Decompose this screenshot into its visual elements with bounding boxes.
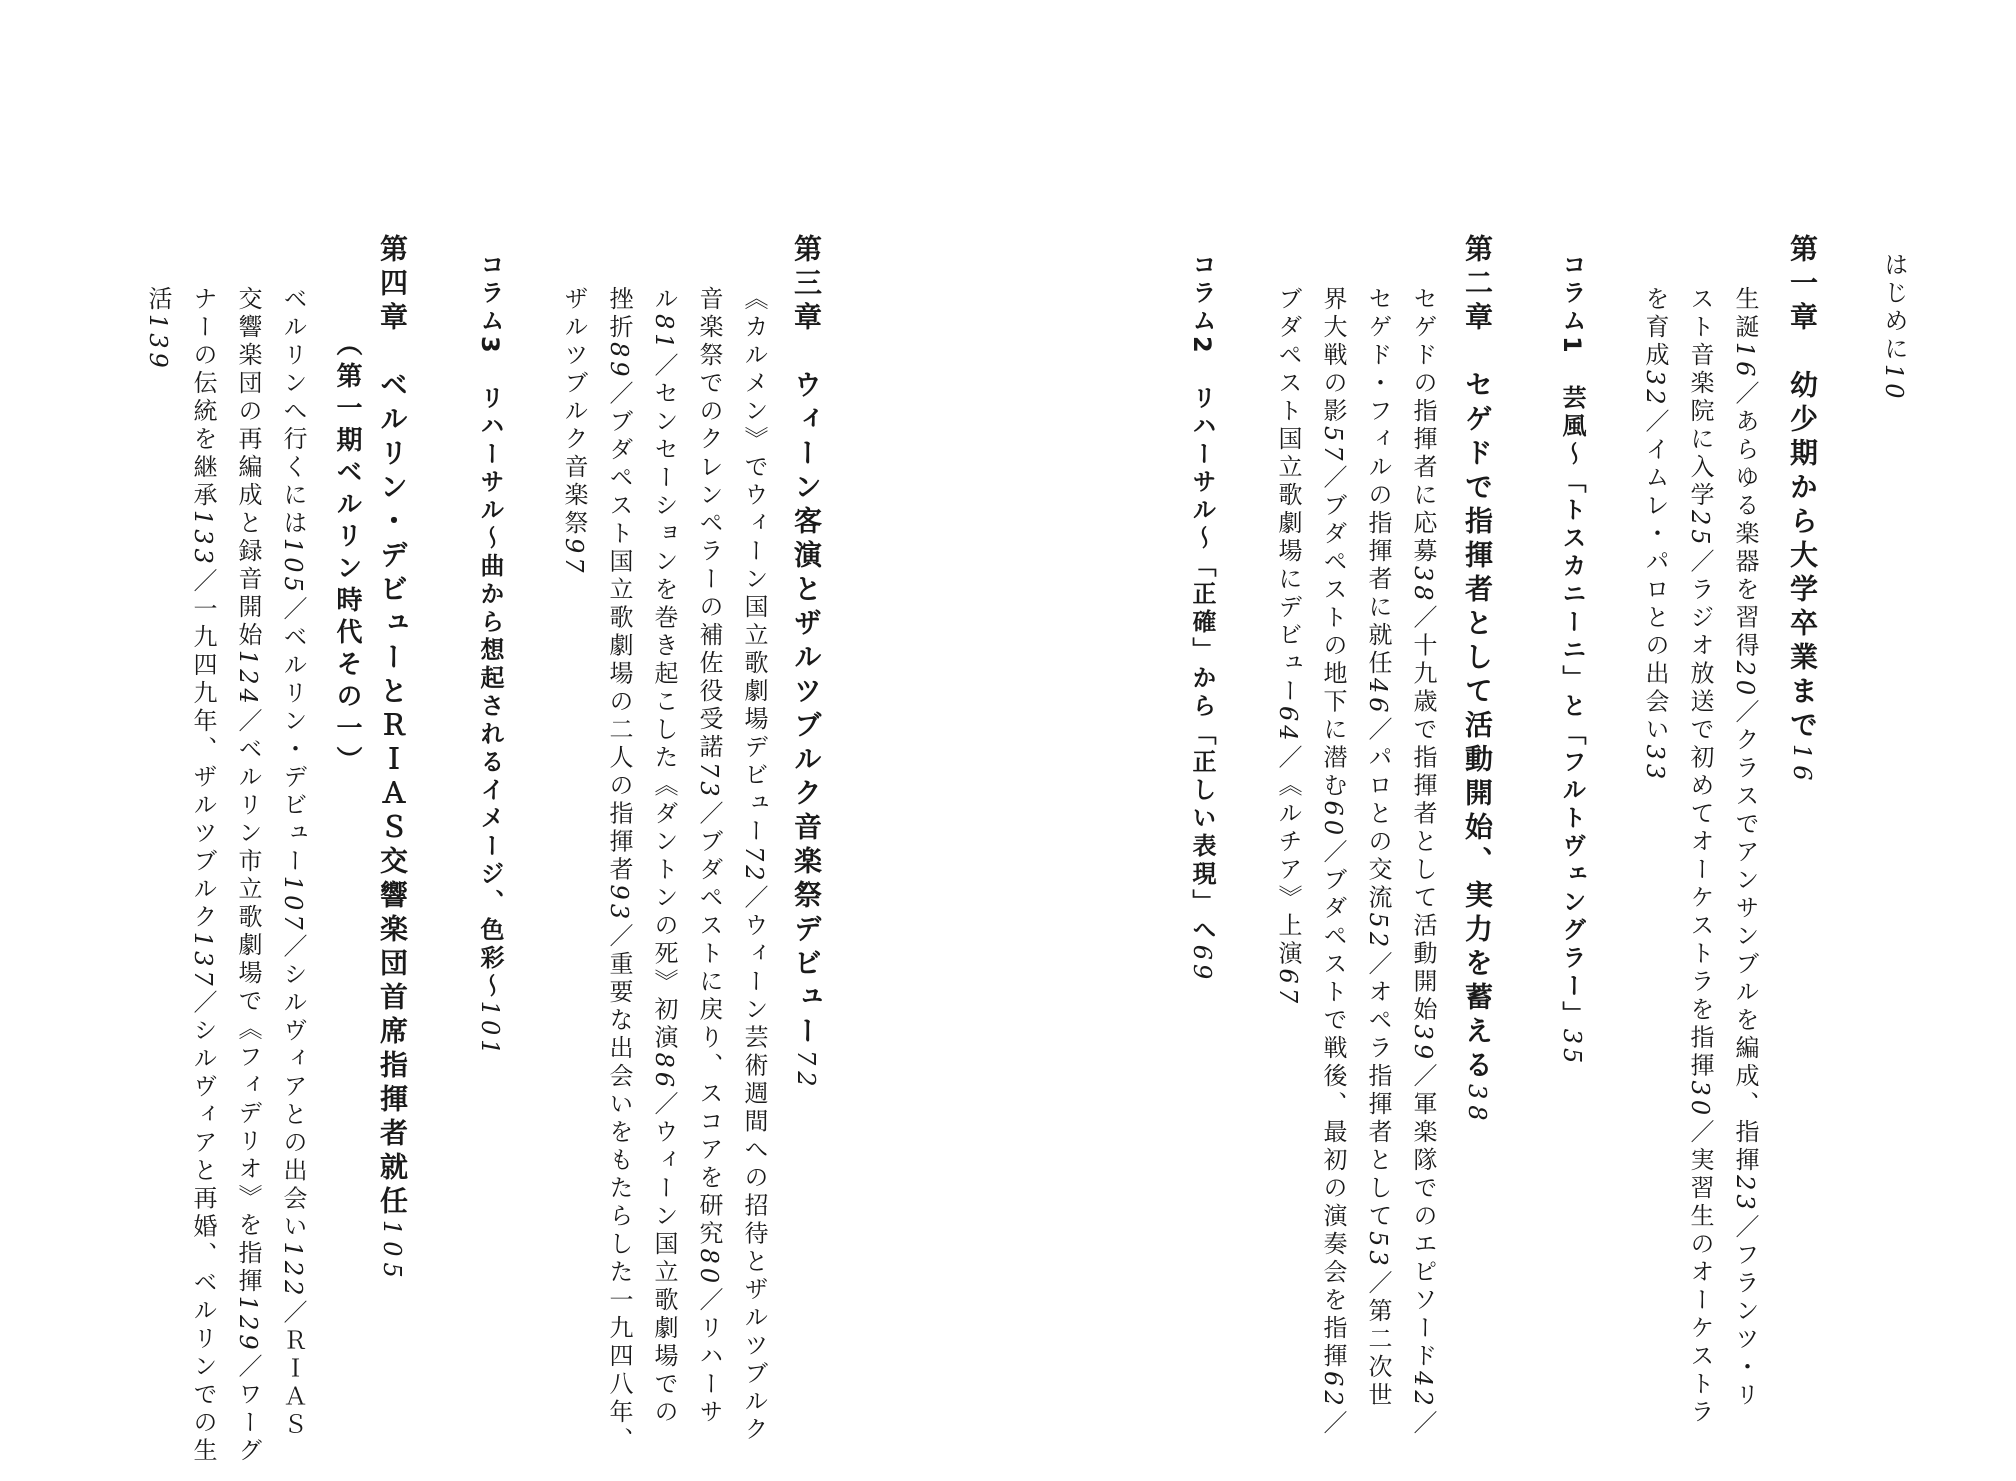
entry-page: 32	[1641, 370, 1669, 409]
entry-text: ブダペスト国立歌劇場にデビュー	[1274, 286, 1302, 706]
ch2-line-4	[1276, 286, 1300, 1007]
entry-page: 133	[189, 510, 217, 568]
entry-page: 39	[1409, 1024, 1437, 1064]
chapter-2-title: 第二章 セゲドで指揮者として活動開始、実力を蓄える	[1461, 234, 1494, 1084]
entry-text: ／一九四九年、ザルツブルク	[189, 567, 217, 932]
ch3-line-4	[607, 286, 631, 1455]
entry-text: ／ウィーン芸術週間への招待とザルツブルク	[740, 884, 768, 1445]
entry-text: セゲドの指揮者に応募	[1409, 286, 1437, 566]
entry-page: 122	[279, 1241, 307, 1300]
entry-text: ／クラスでアンサンブルを編成、指揮	[1731, 699, 1759, 1176]
ch4-line-3	[191, 286, 215, 1466]
chapter-3-page: 72	[792, 1050, 820, 1093]
entry-text: 交響楽団の再編成と録音開始	[234, 286, 262, 650]
ch2-line-3	[1321, 286, 1345, 1438]
entry-text: ／パロとの交流	[1364, 716, 1392, 913]
entry-page: 57	[1319, 426, 1347, 465]
ch1-line-1	[1733, 286, 1757, 1410]
ch4-line-4	[146, 286, 170, 372]
entry-text: ／オペラ指揮者として	[1364, 951, 1392, 1232]
entry-text: ／十九歳で指揮者として活動開始	[1409, 604, 1437, 1025]
entry-page: 42	[1409, 1371, 1437, 1410]
chapter-2-heading	[1461, 234, 1494, 1127]
entry-page: 86	[650, 1052, 678, 1092]
entry-page: 23	[1731, 1175, 1759, 1214]
entry-text: ベルリンへ行くには	[279, 286, 307, 538]
entry-page: 73	[695, 762, 723, 801]
ch4-line-1	[281, 286, 305, 1439]
entry-page: 89	[605, 342, 633, 381]
entry-text: スト音楽院に入学	[1686, 286, 1714, 510]
entry-page: 137	[189, 931, 217, 990]
entry-text: ／《ルチア》上演	[1274, 744, 1302, 969]
entry-text: ／第二次世	[1364, 1269, 1392, 1410]
entry-text: ／ブダペスト国立歌劇場の二人の指揮者	[605, 380, 633, 885]
entry-page: 81	[650, 314, 678, 353]
entry-text: セゲド・フィルの指揮者に就任	[1364, 286, 1392, 678]
entry-page: 52	[1364, 912, 1392, 952]
entry-text: ナーの伝統を継承	[189, 286, 217, 510]
entry-text: 活	[144, 286, 172, 314]
entry-page: 139	[144, 314, 172, 372]
entry-page: 64	[1274, 706, 1302, 745]
chapter-1-heading	[1786, 234, 1819, 787]
column-3-page: 101	[476, 1000, 504, 1059]
ch2-line-1	[1411, 286, 1435, 1438]
chapter-4-heading	[376, 234, 409, 1284]
chapter-4-subtitle	[334, 330, 360, 778]
entry-text: ／	[1319, 1409, 1347, 1438]
chapter-4-title: 第四章 ベルリン・デビューとＲＩＡＳ交響楽団首席指揮者就任	[376, 234, 409, 1220]
column-1-title: コラム1 芸風～「トスカニーニ」と「フルトヴェングラー」	[1558, 252, 1586, 1029]
entry-text: 生誕	[1731, 286, 1759, 342]
entry-text: ／リハーサ	[695, 1287, 723, 1428]
entry-text: 《カルメン》でウィーン国立歌劇場デビュー	[740, 286, 768, 846]
entry-text: ／フランツ・リ	[1731, 1213, 1759, 1410]
entry-text: ／重要な出会いをもたらした一九四八年、	[605, 923, 633, 1456]
entry-text: ル	[650, 286, 678, 314]
entry-text: ／センセーションを巻き起こした《ダントンの死》初演	[650, 352, 678, 1053]
entry-text: ／	[1409, 1409, 1437, 1438]
entry-page: 97	[560, 538, 588, 577]
entry-text: ／シルヴィアとの出会い	[279, 933, 307, 1242]
chapter-2-page: 38	[1463, 1084, 1491, 1127]
entry-page: 60	[1319, 800, 1347, 840]
entry-page: 80	[695, 1248, 723, 1288]
entry-text: ／ブダペストの地下に潜む	[1319, 464, 1347, 801]
entry-text: 音楽祭でのクレンペラーの補佐役受諾	[695, 286, 723, 762]
entry-text: ／ウィーン国立歌劇場での	[650, 1091, 678, 1428]
entry-text: 界大戦の影	[1319, 286, 1347, 426]
entry-page: 46	[1364, 678, 1392, 717]
ch3-line-1	[742, 286, 766, 1445]
chapter-4-subtitle-text: （第一期ベルリン時代その一）	[332, 330, 362, 778]
entry-text: ／ブダペストで戦後、最初の演奏会を指揮	[1319, 839, 1347, 1372]
entry-page: 105	[279, 538, 307, 596]
toc-hajimeni	[1882, 252, 1906, 403]
entry-page: 107	[279, 875, 307, 934]
ch3-line-3	[652, 286, 676, 1427]
entry-page: 25	[1686, 510, 1714, 549]
entry-text: を育成	[1641, 286, 1669, 370]
entry-text: ／ワーグ	[234, 1353, 262, 1466]
entry-page: 62	[1319, 1371, 1347, 1410]
column-3-title: コラム3 リハーサル～曲から想起されるイメージ、色彩～	[476, 252, 504, 1001]
entry-text: ／あらゆる楽器を習得	[1731, 380, 1759, 661]
ch1-line-3	[1643, 286, 1667, 783]
toc-hajimeni-label: はじめに	[1880, 252, 1908, 364]
column-1-page: 35	[1558, 1028, 1586, 1068]
column-2-page: 69	[1188, 944, 1216, 984]
entry-text: ／ＲＩＡＳ	[279, 1299, 307, 1440]
entry-page: 20	[1731, 660, 1759, 700]
entry-text: ／ベルリン・デビュー	[279, 595, 307, 876]
ch2-line-2	[1366, 286, 1390, 1410]
chapter-1-page: 16	[1788, 744, 1816, 787]
entry-text: ／ブダペストに戻り、スコアを研究	[695, 800, 723, 1249]
entry-text: ／シルヴィアと再婚、ベルリンでの生	[189, 989, 217, 1466]
ch4-line-2	[236, 286, 260, 1466]
chapter-4-page: 105	[378, 1220, 406, 1284]
entry-page: 30	[1686, 1080, 1714, 1120]
entry-text: ／イムレ・パロとの出会い	[1641, 408, 1669, 745]
column-2	[1190, 252, 1214, 983]
chapter-3-title: 第三章 ウィーン客演とザルツブルク音楽祭デビュー	[790, 234, 823, 1050]
entry-text: ／軍楽隊でのエピソード	[1409, 1063, 1437, 1372]
entry-page: 38	[1409, 566, 1437, 605]
entry-page: 93	[605, 884, 633, 924]
column-1	[1560, 252, 1584, 1067]
entry-text: 挫折	[605, 286, 633, 342]
entry-page: 53	[1364, 1231, 1392, 1270]
toc-hajimeni-page: 10	[1880, 364, 1908, 403]
entry-page: 67	[1274, 968, 1302, 1008]
entry-page: 124	[234, 650, 262, 708]
ch3-line-5	[562, 286, 586, 577]
ch1-line-2	[1688, 286, 1712, 1427]
column-2-title: コラム2 リハーサル～「正確」から「正しい表現」へ	[1188, 252, 1216, 945]
entry-text: ザルツブルク音楽祭	[560, 286, 588, 538]
entry-page: 129	[234, 1295, 262, 1354]
entry-page: 33	[1641, 744, 1669, 784]
ch3-line-2	[697, 286, 721, 1427]
column-3	[478, 252, 502, 1059]
chapter-1-title: 第一章 幼少期から大学卒業まで	[1786, 234, 1819, 744]
chapter-3-heading	[790, 234, 823, 1093]
entry-text: ／ラジオ放送で初めてオーケストラを指揮	[1686, 548, 1714, 1081]
entry-text: ／ベルリン市立歌劇場で《フィデリオ》を指揮	[234, 707, 262, 1296]
entry-text: ／実習生のオーケストラ	[1686, 1119, 1714, 1428]
entry-page: 16	[1731, 342, 1759, 381]
entry-page: 72	[740, 846, 768, 885]
